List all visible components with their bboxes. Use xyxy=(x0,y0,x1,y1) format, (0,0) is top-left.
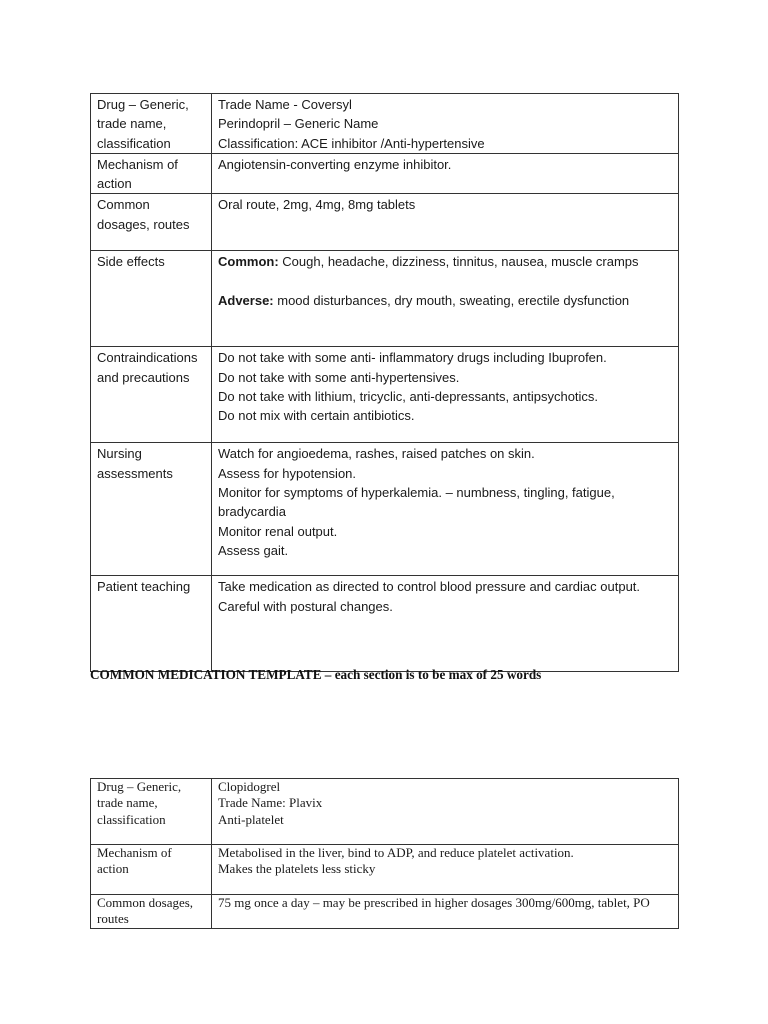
table-row xyxy=(91,895,679,929)
row-content xyxy=(212,443,679,576)
row-label: Mechanism of action xyxy=(91,153,212,194)
content-line: Monitor for symptoms of hyperkalemia. – numbness, tingling, fatigue, bradycardia xyxy=(218,485,619,520)
common-text: Cough, headache, dizziness, tinnitus, nausea, muscle cramps xyxy=(278,254,639,270)
table-row xyxy=(91,779,679,845)
content-line: Take medication as directed to control blood pressure and cardiac output. xyxy=(218,579,641,595)
row-label: Drug – Generic, trade name, classification xyxy=(91,779,212,845)
row-content xyxy=(212,153,679,194)
row-label: Contraindications and precautions xyxy=(91,347,212,443)
row-label: Drug – Generic, trade name, classification xyxy=(91,94,212,154)
row-content xyxy=(212,347,679,443)
common-label: Common: xyxy=(218,254,279,270)
table-row xyxy=(91,443,679,576)
content-line: Metabolised in the liver, bind to ADP, and reduce platelet activation. xyxy=(218,845,574,860)
table-row xyxy=(91,94,679,154)
content-line: Anti-platelet xyxy=(218,811,284,827)
content-line: 75 mg once a day – may be prescribed in higher dosages 300mg/600mg, tablet, PO xyxy=(218,895,650,910)
row-content xyxy=(212,251,679,347)
content-line: Assess gait. xyxy=(218,542,289,558)
side-effects-adverse xyxy=(218,291,672,310)
table-row xyxy=(91,845,679,895)
content-line: Monitor renal output. xyxy=(218,523,338,539)
row-label: Common dosages, routes xyxy=(91,194,212,251)
row-content xyxy=(212,94,679,154)
table-row xyxy=(91,153,679,194)
table-row xyxy=(91,347,679,443)
row-content xyxy=(212,576,679,672)
content-line: Clopidogrel xyxy=(218,779,281,794)
row-content xyxy=(212,845,679,895)
content-line: Do not mix with certain antibiotics. xyxy=(218,408,415,424)
content-line: Do not take with some anti-hypertensives. xyxy=(218,369,460,385)
content-line: Classification: ACE inhibitor /Anti-hypertensive xyxy=(218,135,485,151)
row-label: Mechanism of action xyxy=(91,845,212,895)
content-line: Perindopril – Generic Name xyxy=(218,116,379,132)
row-label: Side effects xyxy=(91,251,212,347)
row-content xyxy=(212,779,679,845)
adverse-text: mood disturbances, dry mouth, sweating, erectile dysfunction xyxy=(273,292,630,308)
content-line: Trade Name: Plavix xyxy=(218,795,323,811)
row-label: Nursing assessments xyxy=(91,443,212,576)
spacer xyxy=(218,272,672,291)
row-content xyxy=(212,895,679,929)
content-line: Makes the platelets less sticky xyxy=(218,861,376,877)
row-content xyxy=(212,194,679,251)
content-line: Oral route, 2mg, 4mg, 8mg tablets xyxy=(218,197,416,213)
template-caption: COMMON MEDICATION TEMPLATE – each section is to be max of 25 words xyxy=(90,667,542,682)
medication-table-plavix xyxy=(90,778,679,929)
table-row xyxy=(91,194,679,251)
medication-table-coversyl xyxy=(90,93,679,672)
table-row xyxy=(91,576,679,672)
content-line: Angiotensin-converting enzyme inhibitor. xyxy=(218,156,452,172)
adverse-label: Adverse: xyxy=(218,292,274,308)
table-row xyxy=(91,251,679,347)
content-line: Watch for angioedema, rashes, raised patches on skin. xyxy=(218,446,535,462)
content-line: Do not take with lithium, tricyclic, anti-depressants, antipsychotics. xyxy=(218,389,599,405)
row-label: Patient teaching xyxy=(91,576,212,672)
content-line: Assess for hypotension. xyxy=(218,465,357,481)
content-line: Careful with postural changes. xyxy=(218,598,393,614)
row-label: Common dosages, routes xyxy=(91,895,212,929)
content-line: Trade Name - Coversyl xyxy=(218,97,352,112)
content-line: Do not take with some anti- inflammatory drugs including Ibuprofen. xyxy=(218,350,607,366)
side-effects-common xyxy=(218,252,672,271)
